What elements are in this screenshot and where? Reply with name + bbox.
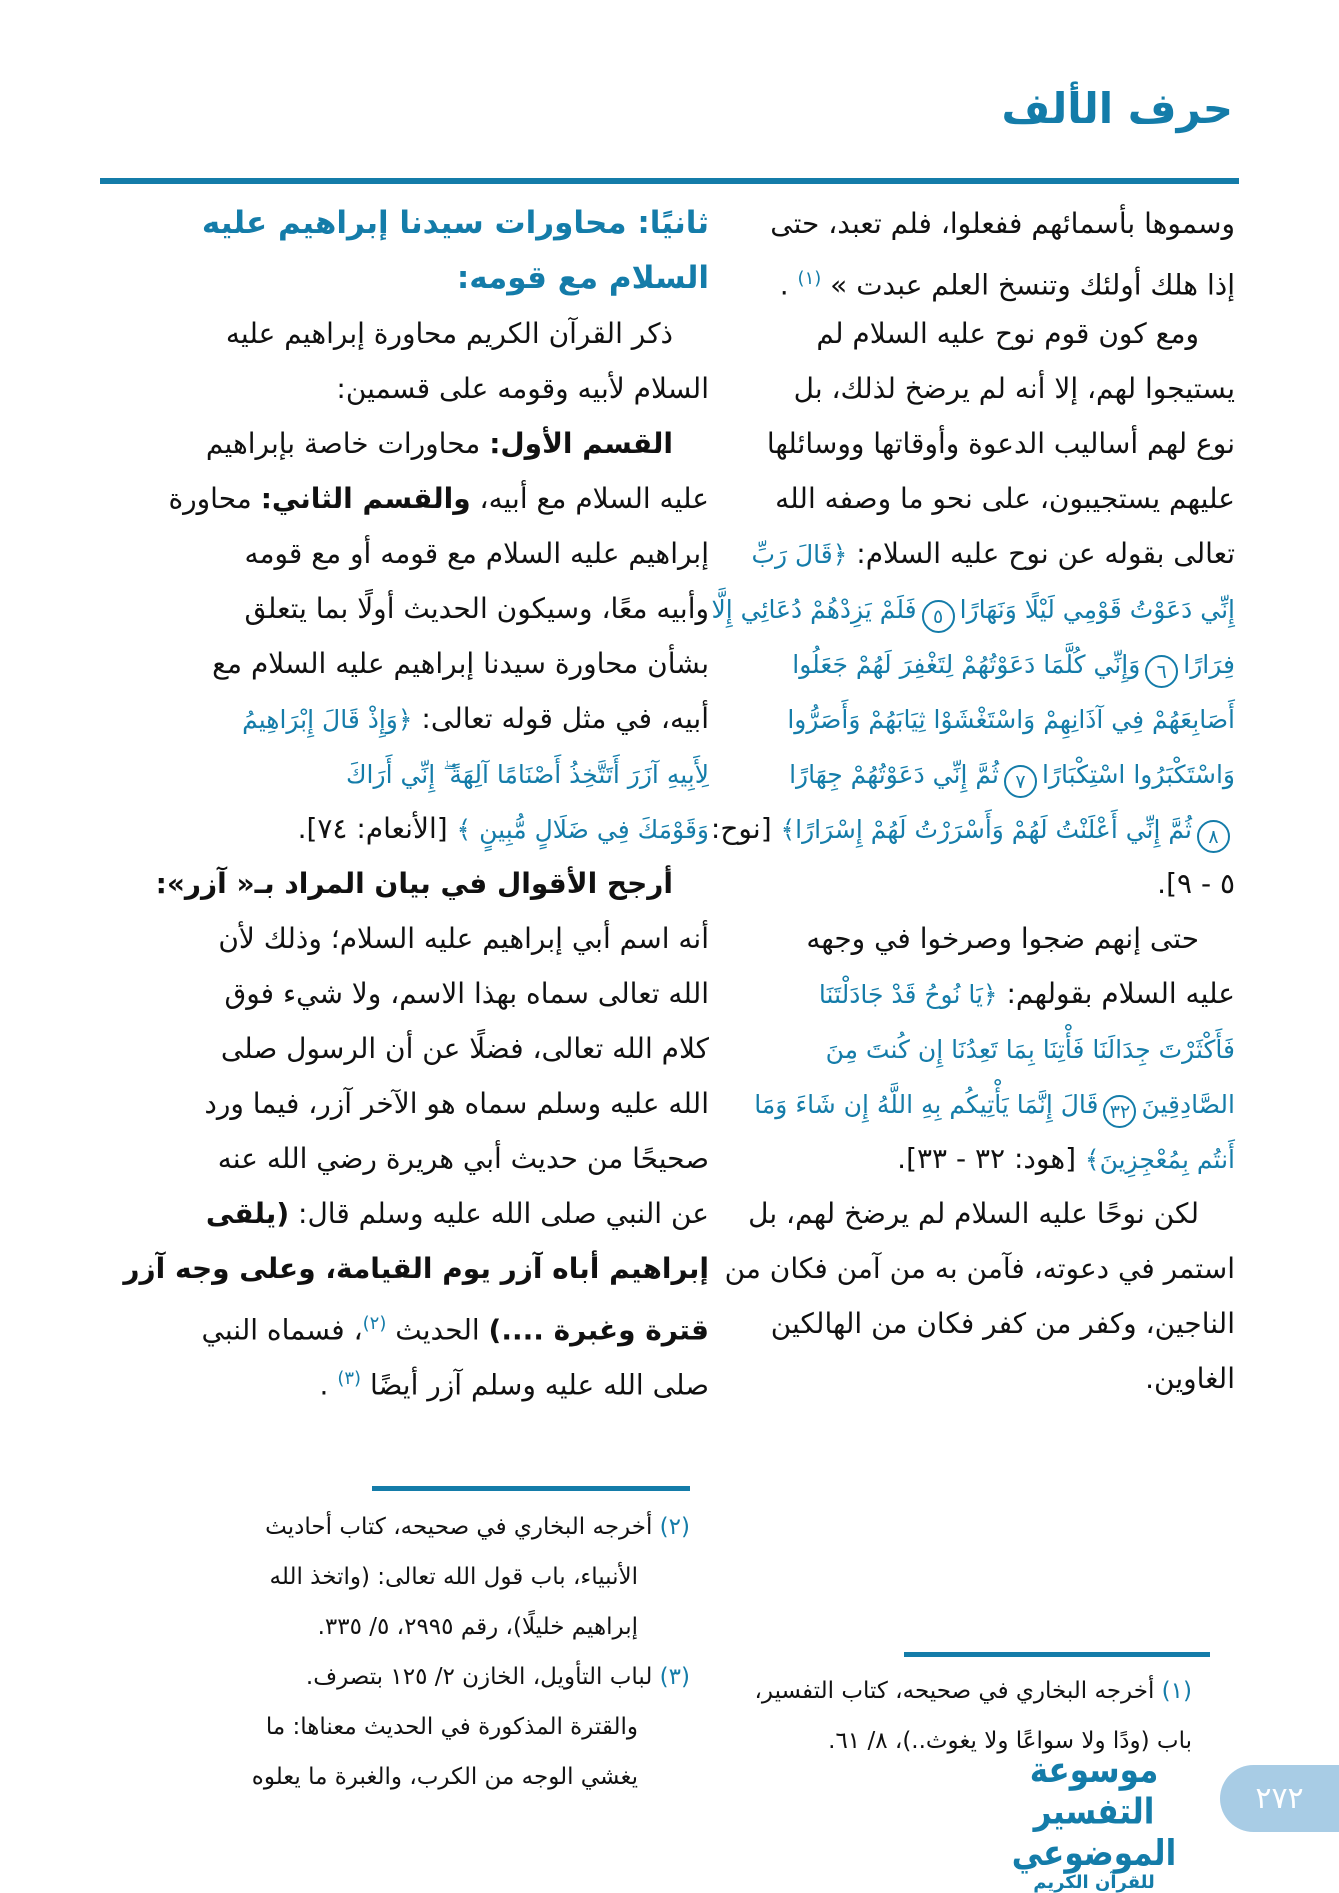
quran-text: وَاسْتَكْبَرُوا اسْتِكْبَارًا bbox=[1041, 760, 1235, 789]
body-text: إبراهيم خليلًا)، رقم ٢٩٩٥، ٥/ ٣٣٥. bbox=[317, 1614, 638, 1640]
text-line bbox=[719, 1021, 1235, 1076]
body-text: باب (ودًا ولا سواعًا ولا يغوث..)، ٨/ ٦١. bbox=[828, 1728, 1192, 1754]
body-text: كلام الله تعالى، فضلًا عن أن الرسول صلى bbox=[220, 1032, 709, 1065]
text-line bbox=[108, 526, 709, 581]
body-text: محاورات خاصة بإبراهيم bbox=[205, 427, 490, 460]
text-line bbox=[149, 1602, 690, 1652]
text-line bbox=[108, 1351, 709, 1406]
quran-text: فِرَارًا bbox=[1183, 650, 1235, 679]
text-line bbox=[719, 361, 1235, 416]
header-rule bbox=[100, 178, 1239, 184]
ayah-number: ٦ bbox=[1145, 655, 1178, 688]
text-line bbox=[108, 416, 709, 471]
text-line bbox=[719, 306, 1235, 361]
body-text: قترة وغبرة ....) bbox=[488, 1313, 709, 1347]
footnote-marker: (١) bbox=[1161, 1678, 1192, 1704]
footnote-ref: (٢) bbox=[362, 1313, 387, 1334]
text-line bbox=[719, 746, 1235, 801]
right-footnote-separator bbox=[904, 1652, 1210, 1657]
left-footnote-separator bbox=[372, 1486, 690, 1491]
body-text: الحديث bbox=[386, 1313, 489, 1347]
body-text: وسموها بأسمائهم ففعلوا، فلم تعبد، حتى bbox=[770, 207, 1235, 240]
text-line bbox=[149, 1702, 690, 1752]
body-text: تعالى بقوله عن نوح عليه السلام: bbox=[847, 537, 1235, 570]
left-column bbox=[108, 196, 709, 1406]
text-line bbox=[719, 691, 1235, 746]
body-text: صلى الله عليه وسلم آزر أيضًا bbox=[361, 1368, 709, 1402]
quran-text: الصَّادِقِينَ bbox=[1141, 1090, 1235, 1119]
text-line bbox=[719, 471, 1235, 526]
body-text: الغاوين. bbox=[1145, 1362, 1235, 1395]
publisher-logo-title: موسوعة التفسير الموضوعي bbox=[1011, 1749, 1177, 1875]
text-line bbox=[108, 691, 709, 746]
body-text: حتى إنهم ضجوا وصرخوا في وجهه bbox=[806, 922, 1199, 955]
body-text: عليهم يستجيبون، على نحو ما وصفه الله bbox=[775, 482, 1235, 515]
body-text: . bbox=[319, 1368, 338, 1402]
ayah-number: ٧ bbox=[1004, 765, 1037, 798]
body-text: [الأنعام: ٧٤]. bbox=[297, 812, 457, 845]
body-text: القسم الأول: bbox=[489, 427, 673, 460]
body-text: الله تعالى سماه بهذا الاسم، ولا شيء فوق bbox=[224, 977, 709, 1010]
text-line bbox=[149, 1752, 690, 1802]
ayah-number: ٣٢ bbox=[1103, 1095, 1136, 1128]
body-text: السلام لأبيه وقومه على قسمين: bbox=[336, 372, 709, 405]
text-line bbox=[108, 801, 709, 856]
text-line bbox=[108, 196, 709, 251]
text-line bbox=[719, 1296, 1235, 1351]
body-text: محاورة bbox=[168, 482, 261, 515]
quran-text: أَصَابِعَهُمْ فِي آذَانِهِمْ وَاسْتَغْشَوْا ثِيَابَهُمْ وَأَصَرُّوا bbox=[787, 705, 1235, 734]
quran-text: فَأَكْثَرْتَ جِدَالَنَا فَأْتِنَا بِمَا تَعِدُنَا إِن كُنتَ مِنَ bbox=[825, 1035, 1235, 1064]
text-line bbox=[719, 856, 1235, 911]
body-text: عليه السلام بقولهم: bbox=[997, 977, 1235, 1010]
body-text: أخرجه البخاري في صحيحه، كتاب أحاديث bbox=[265, 1514, 660, 1540]
quran-text: وَإِنِّي كُلَّمَا دَعَوْتُهُمْ لِتَغْفِرَ لَهُمْ جَعَلُوا bbox=[792, 650, 1141, 679]
text-line bbox=[719, 1076, 1235, 1131]
text-line bbox=[108, 856, 709, 911]
heading-text: السلام مع قومه: bbox=[456, 260, 709, 296]
publisher-logo-subtitle: للقرآن الكريم bbox=[1033, 1872, 1155, 1893]
body-text: [هود: ٣٢ - ٣٣]. bbox=[897, 1142, 1085, 1175]
quran-text: ﴿قَالَ رَبِّ bbox=[751, 540, 848, 569]
text-line bbox=[719, 636, 1235, 691]
heading-text: ثانيًا: محاورات سيدنا إبراهيم عليه bbox=[201, 205, 709, 241]
text-line bbox=[719, 1351, 1235, 1406]
text-line bbox=[108, 746, 709, 801]
body-text: ومع كون قوم نوح عليه السلام لم bbox=[816, 317, 1199, 350]
ayah-number: ٨ bbox=[1197, 820, 1230, 853]
body-text: إبراهيم أباه آزر يوم القيامة، وعلى وجه آزر bbox=[123, 1252, 709, 1285]
text-line bbox=[108, 581, 709, 636]
text-line bbox=[719, 1241, 1235, 1296]
left-footnotes bbox=[149, 1502, 690, 1802]
text-line bbox=[108, 966, 709, 1021]
body-text: يستيجوا لهم، إلا أنه لم يرضخ لذلك، بل bbox=[793, 372, 1235, 405]
quran-text: وَقَوْمَكَ فِي ضَلَالٍ مُّبِينٍ ﴾ bbox=[456, 815, 709, 844]
quran-text: ﴿وَإِذْ قَالَ إِبْرَاهِيمُ bbox=[242, 705, 413, 734]
text-line bbox=[108, 361, 709, 416]
quran-text: أَنتُم بِمُعْجِزِينَ﴾ bbox=[1084, 1145, 1235, 1174]
page-number: ٢٧٢ bbox=[1255, 1781, 1304, 1816]
body-text: بشأن محاورة سيدنا إبراهيم عليه السلام مع bbox=[212, 647, 709, 680]
body-text: وأبيه معًا، وسيكون الحديث أولًا بما يتعلق bbox=[244, 592, 709, 625]
quran-text: ثُمَّ إِنِّي أَعْلَنْتُ لَهُمْ وَأَسْرَرْتُ لَهُمْ إِسْرَارًا﴾ bbox=[780, 815, 1192, 844]
body-text: ٥ - ٩]. bbox=[1157, 867, 1235, 900]
body-text: لباب التأويل، الخازن ٢/ ١٢٥ بتصرف. bbox=[305, 1664, 660, 1690]
body-text: [نوح: bbox=[710, 812, 781, 845]
body-text: أبيه، في مثل قوله تعالى: bbox=[412, 702, 709, 735]
body-text: (يلقى bbox=[205, 1197, 290, 1230]
text-line bbox=[108, 1131, 709, 1186]
text-line bbox=[719, 966, 1235, 1021]
text-line bbox=[108, 636, 709, 691]
body-text: . bbox=[779, 268, 798, 302]
text-line bbox=[711, 581, 1235, 636]
body-text: والقترة المذكورة في الحديث معناها: ما bbox=[265, 1714, 638, 1740]
section-header-title: حرف الألف bbox=[1001, 84, 1233, 133]
text-line bbox=[108, 251, 709, 306]
text-line bbox=[108, 306, 709, 361]
footnote-marker: (٢) bbox=[659, 1514, 690, 1540]
body-text: الأنبياء، باب قول الله تعالى: (واتخذ الله bbox=[269, 1564, 638, 1590]
body-text: ، فسماه النبي bbox=[201, 1313, 363, 1347]
body-text: إذا هلك أولئك وتنسخ العلم عبدت » bbox=[821, 268, 1235, 302]
text-line bbox=[108, 471, 709, 526]
text-line bbox=[719, 416, 1235, 471]
body-text: أرجح الأقوال في بيان المراد بـ« آزر»: bbox=[155, 867, 673, 900]
quran-text: إِنِّي دَعَوْتُ قَوْمِي لَيْلًا وَنَهَارًا bbox=[959, 595, 1235, 624]
body-text: صحيحًا من حديث أبي هريرة رضي الله عنه bbox=[217, 1142, 709, 1175]
quran-text: ﴿يَا نُوحُ قَدْ جَادَلْتَنَا bbox=[818, 980, 998, 1009]
quran-text: لِأَبِيهِ آزَرَ أَتَتَّخِذُ أَصْنَامًا آلِهَةً ۖ إِنِّي أَرَاكَ bbox=[345, 760, 709, 789]
quran-text: ثُمَّ إِنِّي دَعَوْتُهُمْ جِهَارًا bbox=[789, 760, 999, 789]
publisher-logo bbox=[979, 1749, 1209, 1893]
text-line bbox=[108, 1241, 709, 1296]
body-text: إبراهيم عليه السلام مع قومه أو مع قومه bbox=[244, 537, 709, 570]
body-text: لكن نوحًا عليه السلام لم يرضخ لهم، بل bbox=[748, 1197, 1199, 1230]
body-text: والقسم الثاني: bbox=[260, 482, 471, 515]
right-column bbox=[710, 196, 1235, 1406]
body-text: الله عليه وسلم سماه هو الآخر آزر، فيما ورد bbox=[204, 1087, 709, 1120]
text-line bbox=[149, 1552, 690, 1602]
text-line bbox=[108, 1296, 709, 1351]
body-text: يغشي الوجه من الكرب، والغبرة ما يعلوه bbox=[251, 1764, 638, 1790]
body-text: ذكر القرآن الكريم محاورة إبراهيم عليه bbox=[225, 317, 673, 350]
quran-text: فَلَمْ يَزِدْهُمْ دُعَائِي إِلَّا bbox=[711, 595, 917, 624]
body-text: نوع لهم أساليب الدعوة وأوقاتها ووسائلها bbox=[766, 427, 1235, 460]
body-text: أخرجه البخاري في صحيحه، كتاب التفسير، bbox=[754, 1678, 1162, 1704]
text-line bbox=[719, 251, 1235, 306]
footnote-ref: (١) bbox=[797, 268, 822, 289]
ayah-number: ٥ bbox=[922, 600, 955, 633]
text-line bbox=[719, 1186, 1235, 1241]
text-line bbox=[108, 1186, 709, 1241]
body-text: استمر في دعوته، فآمن به من آمن فكان من bbox=[724, 1252, 1235, 1285]
text-line bbox=[108, 1076, 709, 1131]
text-line bbox=[710, 801, 1235, 856]
body-text: الناجين، وكفر من كفر فكان من الهالكين bbox=[770, 1307, 1235, 1340]
text-line bbox=[719, 526, 1235, 581]
footnote-ref: (٣) bbox=[337, 1368, 362, 1389]
text-line bbox=[754, 1666, 1192, 1716]
text-line bbox=[108, 911, 709, 966]
text-line bbox=[108, 1021, 709, 1076]
body-text: أنه اسم أبي إبراهيم عليه السلام؛ وذلك لأن bbox=[218, 922, 709, 955]
footnote-marker: (٣) bbox=[659, 1664, 690, 1690]
text-line bbox=[149, 1502, 690, 1552]
text-line bbox=[719, 1131, 1235, 1186]
body-text: عن النبي صلى الله عليه وسلم قال: bbox=[289, 1197, 709, 1230]
quran-text: قَالَ إِنَّمَا يَأْتِيكُم بِهِ اللَّهُ إِن شَاءَ وَمَا bbox=[754, 1090, 1099, 1119]
page-number-pill bbox=[1220, 1765, 1339, 1832]
text-line bbox=[719, 196, 1235, 251]
body-text: عليه السلام مع أبيه، bbox=[470, 482, 709, 515]
text-line bbox=[149, 1652, 690, 1702]
text-line bbox=[719, 911, 1235, 966]
